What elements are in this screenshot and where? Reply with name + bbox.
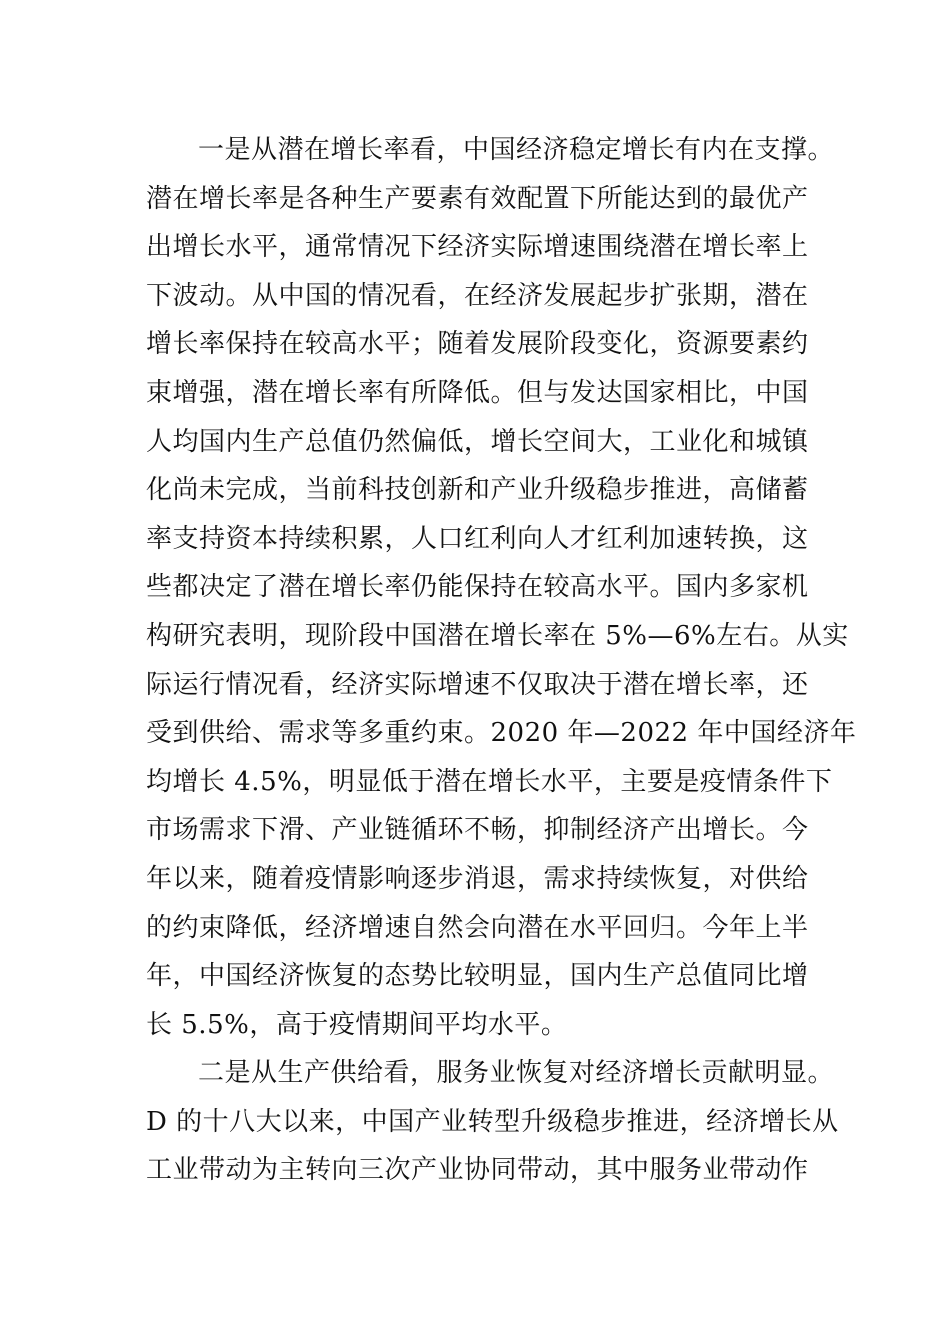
paragraph-line: 些都决定了潜在增长率仍能保持在较高水平。国内多家机	[146, 572, 809, 603]
document-body	[146, 126, 857, 1195]
paragraph-line: 际运行情况看，经济实际增速不仅取决于潜在增长率，还	[146, 669, 809, 700]
paragraph-line: 市场需求下滑、产业链循环不畅，抑制经济产出增长。今	[146, 815, 809, 846]
paragraph-line: 下波动。从中国的情况看，在经济发展起步扩张期，潜在	[146, 280, 809, 311]
paragraph-line: D 的十八大以来，中国产业转型升级稳步推进，经济增长从	[146, 1106, 839, 1137]
paragraph-line: 的约束降低，经济增速自然会向潜在水平回归。今年上半	[146, 912, 809, 943]
paragraph-line: 率支持资本持续积累，人口红利向人才红利加速转换，这	[146, 523, 809, 554]
paragraph-line: 构研究表明，现阶段中国潜在增长率在 5%—6%左右。从实	[146, 620, 849, 651]
paragraph-line: 潜在增长率是各种生产要素有效配置下所能达到的最优产	[146, 183, 809, 214]
paragraph-line: 化尚未完成，当前科技创新和产业升级稳步推进，高储蓄	[146, 475, 809, 506]
paragraph-2	[146, 1049, 839, 1195]
paragraph-line: 一是从潜在增长率看，中国经济稳定增长有内在支撑。	[198, 135, 835, 165]
paragraph-1	[146, 126, 857, 1049]
paragraph-line: 工业带动为主转向三次产业协同带动，其中服务业带动作	[146, 1155, 809, 1186]
paragraph-line: 年以来，随着疫情影响逐步消退，需求持续恢复，对供给	[146, 863, 809, 894]
paragraph-line: 束增强，潜在增长率有所降低。但与发达国家相比，中国	[146, 377, 809, 408]
paragraph-line: 长 5.5%，高于疫情期间平均水平。	[146, 1009, 568, 1040]
paragraph-line: 人均国内生产总值仍然偏低，增长空间大，工业化和城镇	[146, 426, 809, 457]
paragraph-line: 年，中国经济恢复的态势比较明显，国内生产总值同比增	[146, 961, 809, 992]
paragraph-line: 二是从生产供给看，服务业恢复对经济增长贡献明显。	[198, 1058, 835, 1089]
paragraph-line: 均增长 4.5%，明显低于潜在增长水平，主要是疫情条件下	[146, 766, 833, 797]
paragraph-line: 增长率保持在较高水平；随着发展阶段变化，资源要素约	[146, 329, 809, 360]
paragraph-line: 受到供给、需求等多重约束。2020 年—2022 年中国经济年	[146, 718, 857, 749]
paragraph-line: 出增长水平，通常情况下经济实际增速围绕潜在增长率上	[146, 232, 809, 263]
